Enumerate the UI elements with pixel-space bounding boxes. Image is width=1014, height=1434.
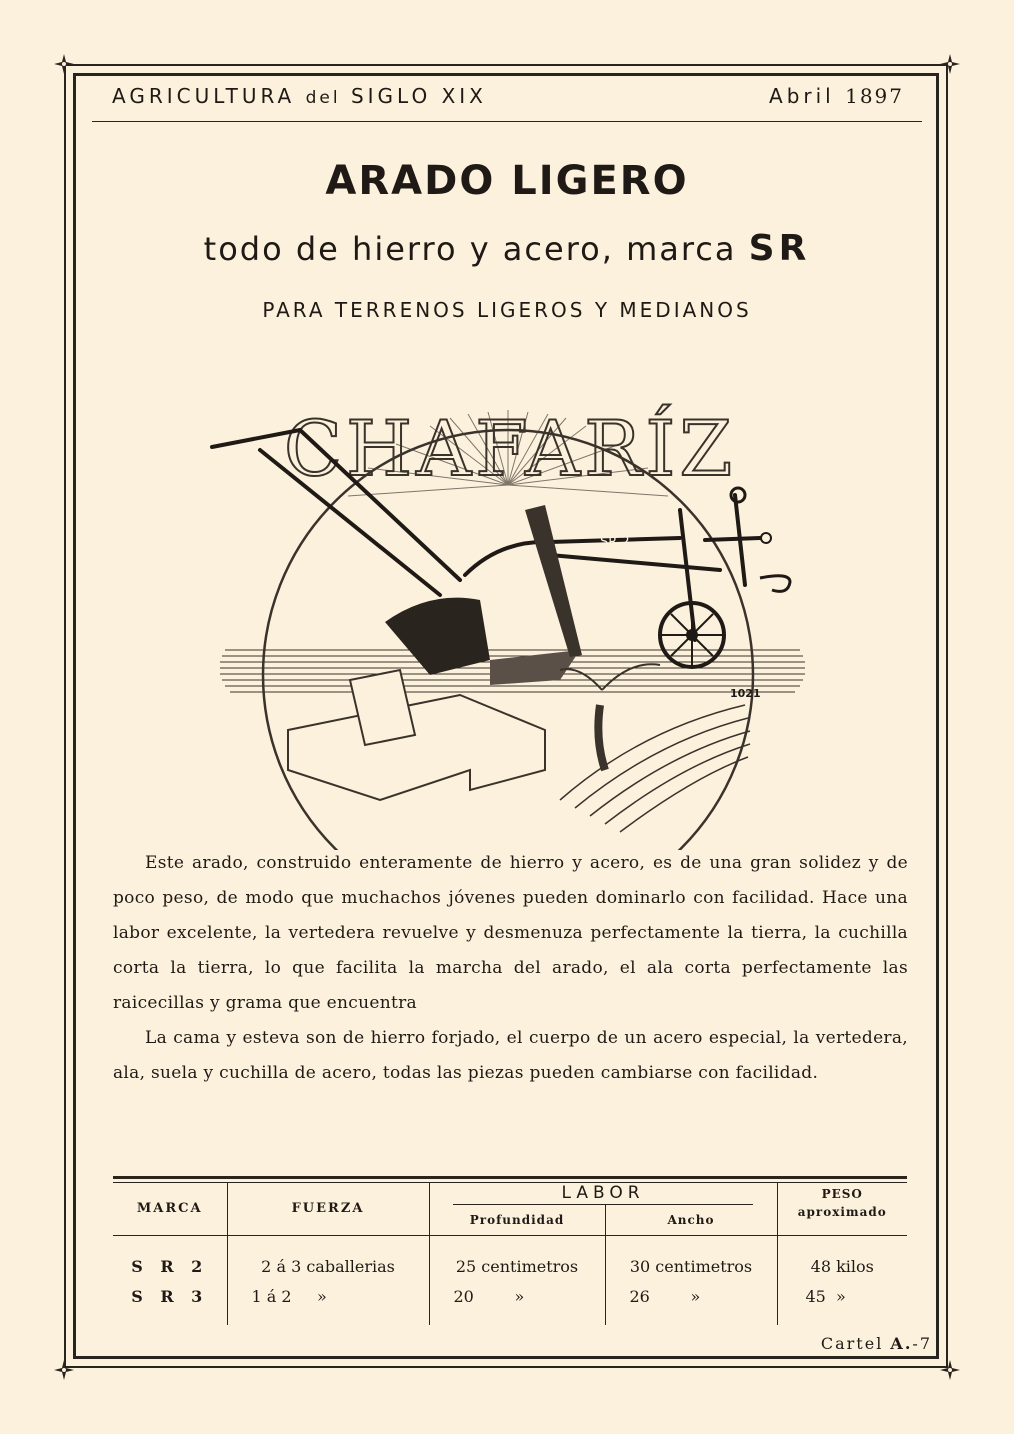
cartel-word: Cartel <box>820 1334 884 1353</box>
header-labor-text: LABOR <box>561 1183 645 1203</box>
masthead-siglo: SIGLO XIX <box>350 84 487 108</box>
cell-ancho: 26 » <box>605 1281 777 1311</box>
table-row <box>113 1281 907 1311</box>
cartel-number: -7 <box>912 1334 932 1353</box>
subtitle-text: todo de hierro y acero, marca <box>203 230 737 268</box>
cell-peso: 48 kilos <box>777 1251 907 1281</box>
header-profundidad: Profundidad <box>429 1205 605 1235</box>
header-ancho: Ancho <box>605 1205 777 1235</box>
header-rule <box>92 121 922 122</box>
cell-peso: 45 » <box>777 1281 907 1311</box>
cell-profundidad: 25 centimetros <box>429 1251 605 1281</box>
cell-fuerza: 1 á 2 » <box>227 1281 429 1311</box>
specifications-table <box>113 1176 907 1325</box>
seal-brand-text: CHAFARÍZ <box>283 404 737 493</box>
corner-ornament-icon <box>938 52 962 76</box>
cell-marca: S R 2 <box>131 1256 209 1276</box>
cartel-series: A. <box>890 1334 913 1353</box>
masthead-year: 1897 <box>845 84 904 108</box>
plate-number-text: 1021 <box>730 687 761 700</box>
plough-label-text: SR 2 <box>600 535 630 550</box>
corner-ornament-icon <box>52 52 76 76</box>
description-paragraph-2: La cama y esteva son de hierro forjado, el cuerpo de un acero especial, la vertedera, ala, suela y cuchilla de acero, todas las piezas pueden cambiarse con facilidad. <box>113 1028 908 1083</box>
masthead-agricultura: AGRICULTURA <box>112 84 296 108</box>
header-labor <box>429 1183 777 1205</box>
header-peso: PESO <box>777 1183 907 1205</box>
masthead-date <box>769 84 904 108</box>
cartel-reference <box>821 1334 932 1353</box>
masthead-title <box>112 84 487 108</box>
description-body <box>113 846 908 1091</box>
corner-ornament-icon <box>938 1358 962 1382</box>
cell-marca: S R 3 <box>131 1286 209 1306</box>
table-row <box>113 1251 907 1281</box>
corner-ornament-icon <box>52 1358 76 1382</box>
plough-illustration <box>200 350 820 850</box>
cell-fuerza: 2 á 3 caballerias <box>227 1251 429 1281</box>
cell-ancho: 30 centimetros <box>605 1251 777 1281</box>
header-fuerza: FUERZA <box>227 1183 429 1235</box>
header-aproximado: aproximado <box>777 1205 907 1235</box>
cell-profundidad: 20 » <box>429 1281 605 1311</box>
description-paragraph-1: Este arado, construido enteramente de hierro y acero, es de una gran solidez y de poco peso, de modo que muchachos jóvenes pueden dominarlo con facilidad. Hace una labor excelente, la vertedera revuelve y desmenuza perfectamente la tierra, la cuchilla corta la tierra, lo que facilita la marcha del arado, el ala corta perfectamente las raicecillas y grama que encuentra <box>113 853 908 1013</box>
masthead-month: Abril <box>769 84 835 108</box>
page-tagline: PARA TERRENOS LIGEROS Y MEDIANOS <box>262 298 752 322</box>
subtitle-brand: SR <box>748 228 811 269</box>
header-marca: MARCA <box>113 1183 227 1235</box>
page-title: ARADO LIGERO <box>325 158 689 204</box>
page-subtitle <box>0 228 1014 269</box>
masthead-del: del <box>305 88 341 108</box>
